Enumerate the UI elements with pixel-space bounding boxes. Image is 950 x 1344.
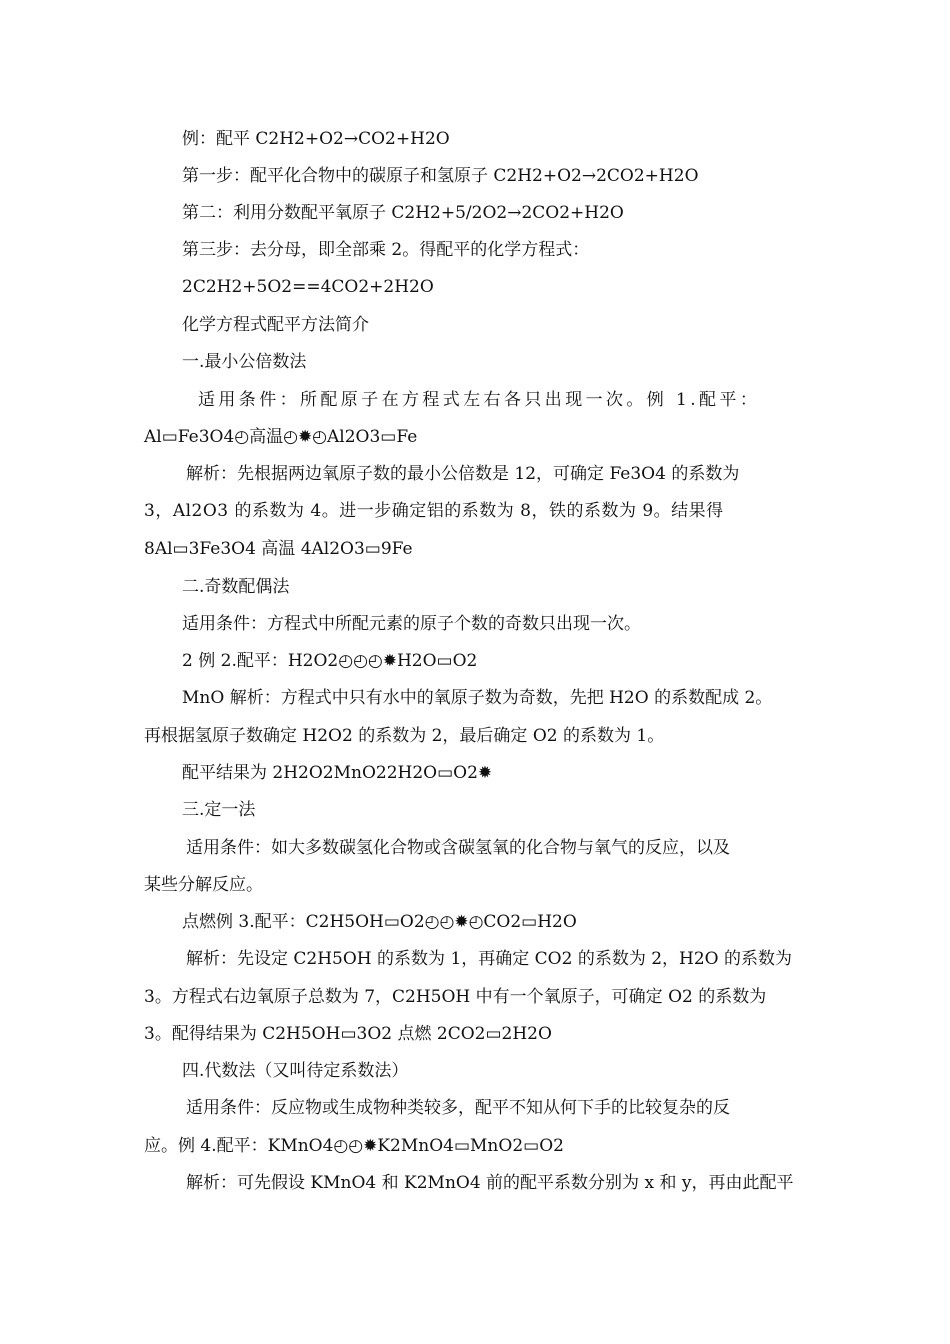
text-line: 适用条件：所配原子在方程式左右各只出现一次。例 1.配平： — [198, 390, 761, 410]
text-line: 适用条件：反应物或生成物种类较多，配平不知从何下手的比较复杂的反 — [186, 1098, 730, 1118]
text-line: 3。配得结果为 C2H5OH▭3O2 点燃 2CO2▭2H2O — [144, 1024, 552, 1044]
text-line: 解析：可先假设 KMnO4 和 K2MnO4 前的配平系数分别为 x 和 y，再由此配平 — [186, 1173, 794, 1193]
text-line: 应。例 4.配平：KMnO4◴◴✹K2MnO4▭MnO2▭O2 — [144, 1136, 564, 1156]
text-line: 点燃例 3.配平：C2H5OH▭O2◴◴✹◴CO2▭H2O — [182, 912, 577, 932]
text-line: 2 例 2.配平：H2O2◴◴◴✹H2O▭O2 — [182, 651, 478, 671]
text-line: 第三步：去分母，即全部乘 2。得配平的化学方程式： — [182, 240, 590, 260]
text-line: MnO 解析：方程式中只有水中的氧原子数为奇数，先把 H2O 的系数配成 2。 — [182, 688, 773, 708]
section-heading: 四.代数法（又叫待定系数法） — [182, 1061, 409, 1081]
section-heading: 三.定一法 — [182, 800, 256, 820]
text-line: 3。方程式右边氧原子总数为 7，C2H5OH 中有一个氧原子，可确定 O2 的系数为 — [144, 987, 767, 1007]
text-line: 2C2H2+5O2==4CO2+2H2O — [182, 277, 434, 297]
section-heading: 二.奇数配偶法 — [182, 577, 290, 597]
equation-line: Al▭Fe3O4◴高温◴✹◴Al2O3▭Fe — [144, 427, 418, 447]
text-line: 某些分解反应。 — [144, 875, 263, 895]
text-line: 第一步：配平化合物中的碳原子和氢原子 C2H2+O2→2CO2+H2O — [182, 166, 699, 186]
text-line: 解析：先设定 C2H5OH 的系数为 1，再确定 CO2 的系数为 2，H2O 的系数为 — [186, 949, 793, 969]
text-line: 第二：利用分数配平氧原子 C2H2+5/2O2→2CO2+H2O — [182, 203, 624, 223]
text-line: 解析：先根据两边氧原子数的最小公倍数是 12，可确定 Fe3O4 的系数为 — [186, 464, 740, 484]
equation-line: 8Al▭3Fe3O4 高温 4Al2O3▭9Fe — [144, 539, 413, 559]
section-heading: 一.最小公倍数法 — [182, 352, 307, 372]
text-line: 3，Al2O3 的系数为 4。进一步确定铝的系数为 8，铁的系数为 9。结果得 — [144, 501, 724, 521]
text-line: 适用条件：如大多数碳氢化合物或含碳氢氧的化合物与氧气的反应，以及 — [186, 838, 730, 858]
text-line: 适用条件：方程式中所配元素的原子个数的奇数只出现一次。 — [182, 614, 641, 634]
text-line: 配平结果为 2H2O2MnO22H2O▭O2✹ — [182, 763, 493, 783]
text-line: 例：配平 C2H2+O2→CO2+H2O — [182, 129, 450, 149]
section-title: 化学方程式配平方法简介 — [182, 315, 369, 335]
text-line: 再根据氢原子数确定 H2O2 的系数为 2，最后确定 O2 的系数为 1。 — [144, 726, 665, 746]
